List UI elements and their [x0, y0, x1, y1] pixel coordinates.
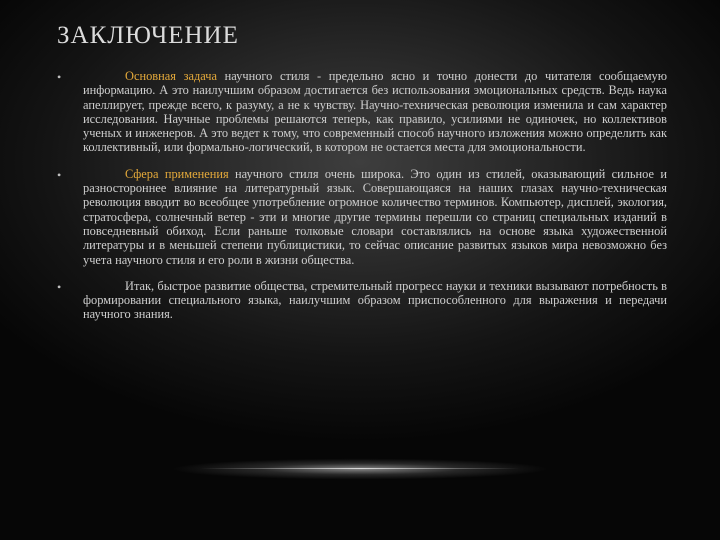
bullet-marker: • — [57, 70, 62, 84]
highlight-scope: Сфера применения — [125, 166, 229, 181]
bullet-marker: • — [57, 279, 62, 294]
light-glow — [110, 455, 610, 483]
bullet-text: Итак, быстрое развитие общества, стремительный прогресс науки и техники вызывают потребность в формировании специального языка, наилучшим образом приспособленного для выражения и передачи научного знания. — [83, 278, 667, 322]
bullet-item-main-task — [57, 69, 667, 155]
bullet-marker: • — [57, 167, 62, 182]
highlight-main-task: Основная задача — [125, 69, 218, 83]
bullet-text: научного стиля - предельно ясно и точно донести до читателя сообщаемую информацию. А это наилучшим образом достигается без использования эмоциональных средств. Ведь наука апеллирует, прежде всего, к разуму, а не к чувству. Научно-техническая революция изменила и сам характер исследования. Научные проблемы решаются теперь, как правило, усилиями не одиночек, но коллективов ученых и инженеров. А это ведет к тому, что современный способ научного изложения можно определить как коллективный, или формально-логический, в котором не остается места для эмоциональности. — [83, 69, 668, 155]
bullet-item-conclusion — [57, 279, 667, 322]
bullet-item-scope — [57, 167, 667, 267]
bullet-text: научного стиля очень широка. Это один из стилей, оказывающий сильное и разностороннее влияние на литературный язык. Совершающаяся на наших глазах научно-техническая революция вводит во всеобщее употребление огромное количество терминов. Компьютер, дисплей, экология, стратосфера, солнечный ветер - эти и многие другие термины перешли со страниц специальных изданий в повседневный обиход. Если раньше толковые словари составлялись на основе языка художественной литературы и в меньшей степени публицистики, то сейчас описание развитых языков мира невозможно без учета научного стиля и его роли в жизни общества. — [83, 166, 667, 267]
page-title: ЗАКЛЮЧЕНИЕ — [57, 22, 239, 49]
light-line — [200, 468, 520, 469]
bullet-list — [57, 69, 667, 334]
